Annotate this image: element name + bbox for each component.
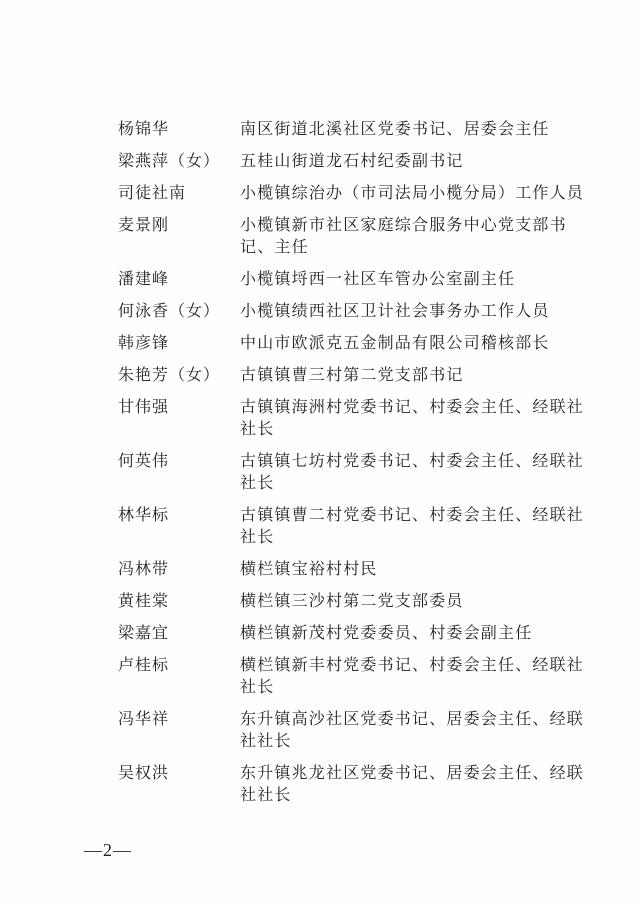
list-item	[118, 332, 588, 354]
page-number: —2—	[84, 840, 132, 860]
person-name: 吴权洪	[118, 763, 170, 782]
person-name: 林华标	[118, 505, 170, 524]
list-item	[118, 214, 588, 258]
list-item	[118, 450, 588, 494]
list-item	[118, 396, 588, 440]
person-role: 小榄镇埒西一社区车管办公室副主任	[240, 269, 516, 288]
person-name: 朱艳芳（女）	[118, 365, 221, 384]
personnel-list	[118, 118, 588, 816]
person-role: 横栏镇三沙村第二党支部委员	[240, 591, 464, 610]
person-role: 古镇镇曹二村党委书记、村委会主任、经联社社长	[240, 505, 585, 546]
person-role: 横栏镇新茂村党委委员、村委会副主任	[240, 623, 533, 642]
person-role: 东升镇兆龙社区党委书记、居委会主任、经联社社长	[240, 763, 585, 804]
person-role: 东升镇高沙社区党委书记、居委会主任、经联社社长	[240, 709, 585, 750]
person-name: 潘建峰	[118, 269, 170, 288]
list-item	[118, 268, 588, 290]
person-role: 小榄镇绩西社区卫计社会事务办工作人员	[240, 301, 550, 320]
person-role: 小榄镇新市社区家庭综合服务中心党支部书记、主任	[240, 215, 567, 256]
person-name: 梁燕萍（女）	[118, 151, 221, 170]
list-item	[118, 504, 588, 548]
list-item	[118, 558, 588, 580]
person-name: 冯华祥	[118, 709, 170, 728]
list-item	[118, 590, 588, 612]
person-name: 何英伟	[118, 451, 170, 470]
person-role: 古镇镇曹三村第二党支部书记	[240, 365, 464, 384]
list-item	[118, 364, 588, 386]
list-item	[118, 762, 588, 806]
person-name: 何泳香（女）	[118, 301, 221, 320]
person-role: 古镇镇七坊村党委书记、村委会主任、经联社社长	[240, 451, 585, 492]
person-name: 冯林带	[118, 559, 170, 578]
person-name: 杨锦华	[118, 119, 170, 138]
list-item	[118, 622, 588, 644]
person-role: 横栏镇新丰村党委书记、村委会主任、经联社社长	[240, 655, 585, 696]
person-name: 卢桂标	[118, 655, 170, 674]
person-name: 甘伟强	[118, 397, 170, 416]
person-name: 梁嘉宜	[118, 623, 170, 642]
person-name: 麦景刚	[118, 215, 170, 234]
list-item	[118, 708, 588, 752]
list-item	[118, 150, 588, 172]
person-name: 韩彦锋	[118, 333, 170, 352]
list-item	[118, 300, 588, 322]
person-role: 五桂山街道龙石村纪委副书记	[240, 151, 464, 170]
person-role: 古镇镇海洲村党委书记、村委会主任、经联社社长	[240, 397, 585, 438]
person-role: 中山市欧派克五金制品有限公司稽核部长	[240, 333, 550, 352]
person-name: 司徒社南	[118, 183, 187, 202]
person-role: 小榄镇综治办（市司法局小榄分局）工作人员	[240, 183, 585, 202]
list-item	[118, 118, 588, 140]
person-role: 横栏镇宝裕村村民	[240, 559, 378, 578]
person-name: 黄桂棠	[118, 591, 170, 610]
person-role: 南区街道北溪社区党委书记、居委会主任	[240, 119, 550, 138]
list-item	[118, 182, 588, 204]
list-item	[118, 654, 588, 698]
